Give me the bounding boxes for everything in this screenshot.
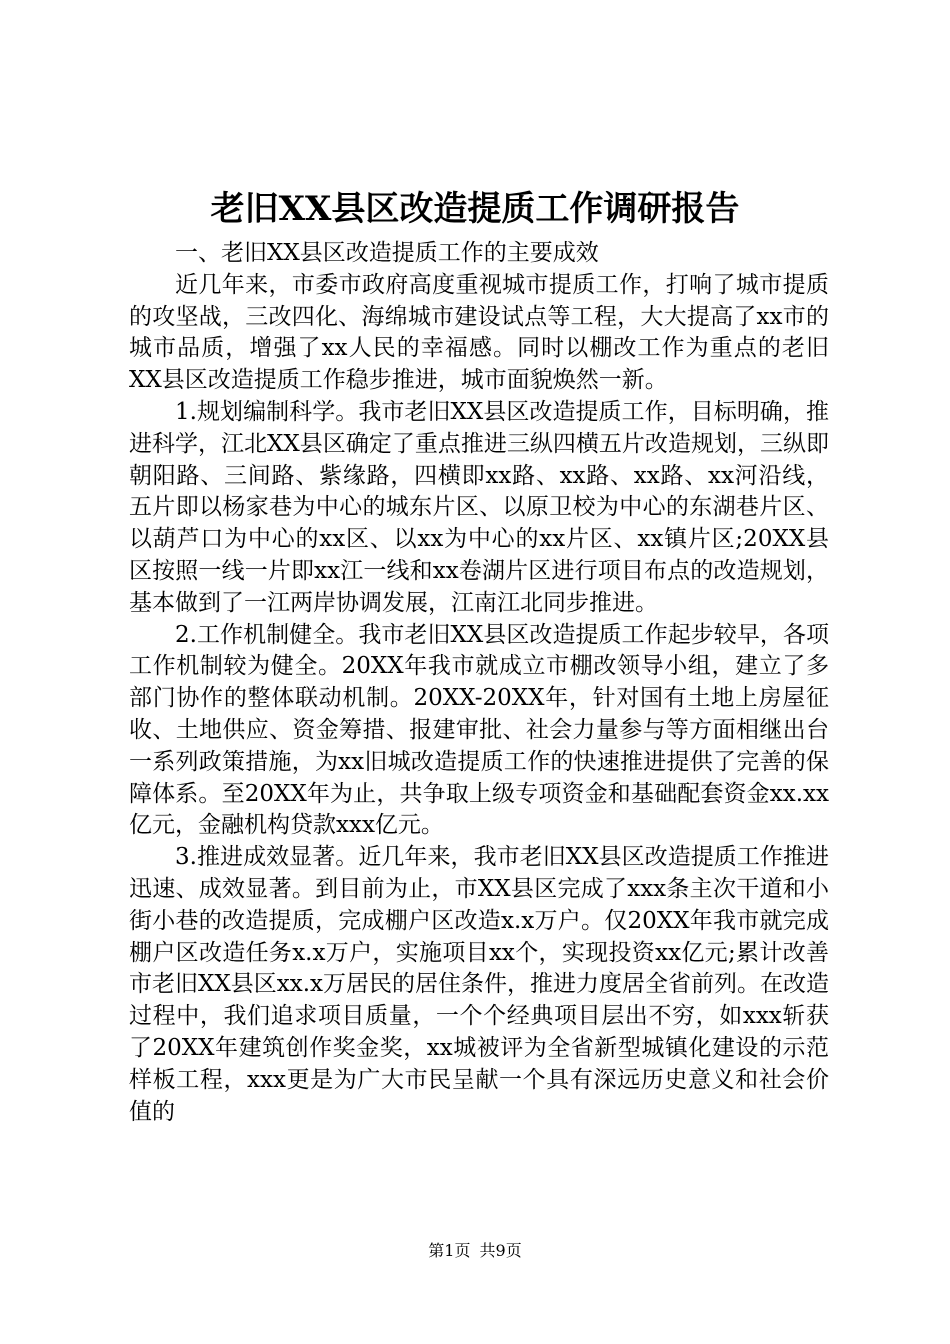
paragraph-intro: 近几年来，市委市政府高度重视城市提质工作，打响了城市提质的攻坚战，三改四化、海绵城市建设试点等工程，大大提高了xx市的城市品质，增强了xx人民的幸福感。同时以棚改工作为重点的老旧XX县区改造提质工作稳步推进，城市面貌焕然一新。 <box>129 271 829 394</box>
document-title: 老旧XX县区改造提质工作调研报告 <box>210 189 740 229</box>
paragraph-planning: 1.规划编制科学。我市老旧XX县区改造提质工作，目标明确，推进科学，江北XX县区确定了重点推进三纵四横五片改造规划，三纵即朝阳路、三间路、紫缘路，四横即xx路、xx路、xx路、xx河沿线，五片即以杨家巷为中心的城东片区、以原卫校为中心的东湖巷片区、以葫芦口为中心的xx区、以xx为中心的xx片区、xx镇片区;20XX县区按照一线一片即xx江一线和xx卷湖片区进行项目布点的改造规划，基本做到了一江两岸协调发展，江南江北同步推进。 <box>129 398 829 616</box>
page-footer: 第1页 共9页 <box>428 1241 522 1260</box>
paragraph-mechanism: 2.工作机制健全。我市老旧XX县区改造提质工作起步较早，各项工作机制较为健全。20XX年我市就成立市棚改领导小组，建立了多部门协作的整体联动机制。20XX-20XX年，针对国有土地上房屋征收、土地供应、资金筹措、报建审批、社会力量参与等方面相继出台一系列政策措施，为xx旧城改造提质工作的快速推进提供了完善的保障体系。至20XX年为止，共争取上级专项资金和基础配套资金xx.xx亿元，金融机构贷款xxx亿元。 <box>129 621 829 839</box>
paragraph-results: 3.推进成效显著。近几年来，我市老旧XX县区改造提质工作推进迅速、成效显著。到目前为止，市XX县区完成了xxx条主次干道和小街小巷的改造提质，完成棚户区改造x.x万户。仅20XX年我市就完成棚户区改造任务x.x万户，实施项目xx个，实现投资xx亿元;累计改善市老旧XX县区xx.x万居民的居住条件，推进力度居全省前列。在改造过程中，我们追求项目质量，一个个经典项目层出不穷，如xxx斩获了20XX年建筑创作奖金奖，xx城被评为全省新型城镇化建设的示范样板工程，xxx更是为广大市民呈献一个具有深远历史意义和社会价值的 <box>129 844 829 1125</box>
section-heading: 一、老旧XX县区改造提质工作的主要成效 <box>175 240 599 266</box>
document-body <box>129 238 829 1128</box>
